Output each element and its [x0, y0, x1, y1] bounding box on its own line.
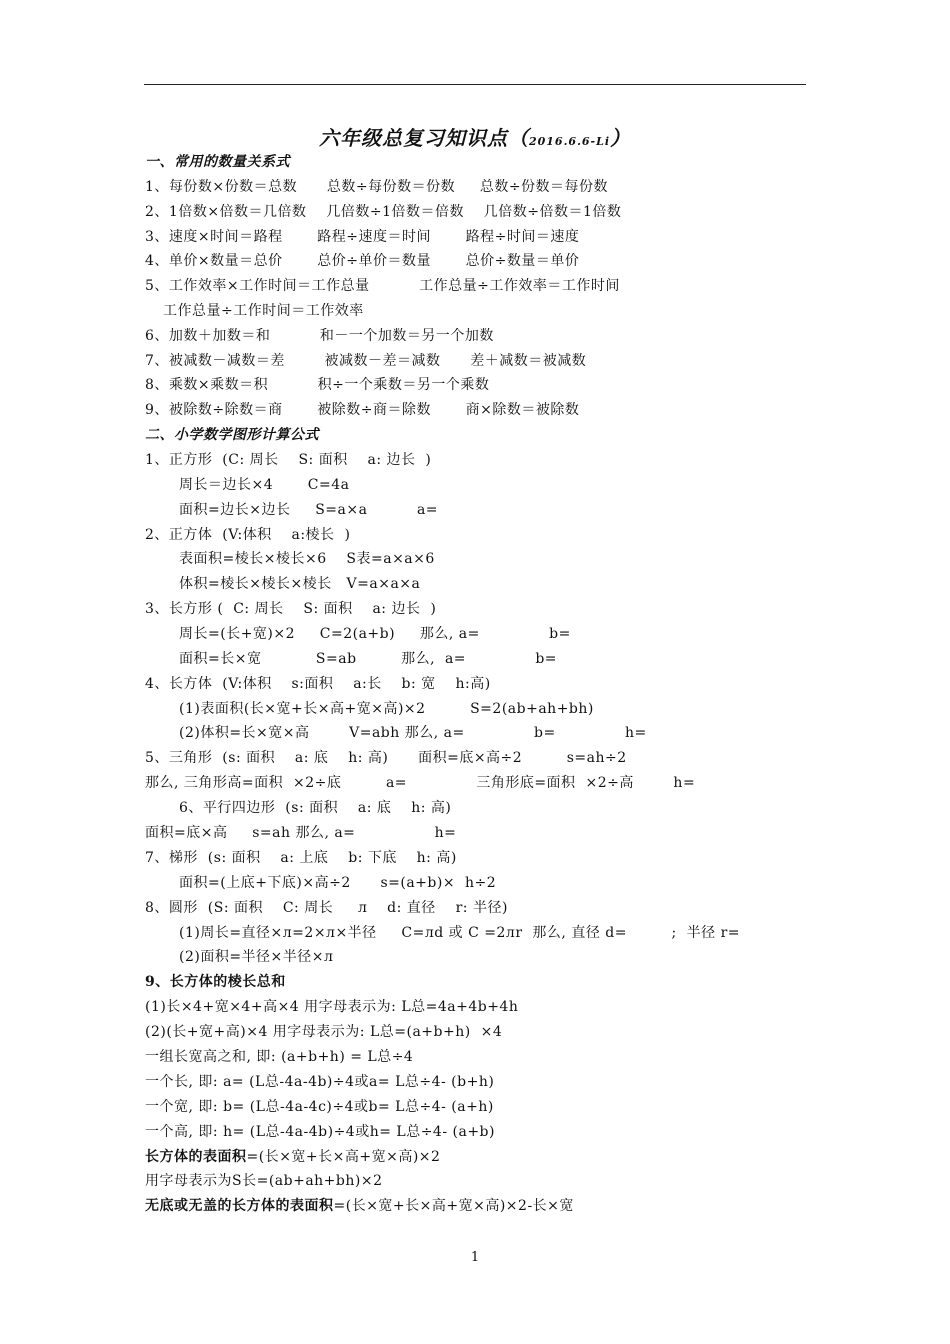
- line-text: 2、正方体 (V:体积 a:棱长 ): [145, 527, 351, 543]
- text-line: [145, 973, 286, 991]
- text-line: [179, 501, 438, 519]
- line-text: (1)周长=直径×л=2×л×半径 C=лd 或 C =2лr 那么, 直径 d= ; 半径 r=: [179, 925, 740, 941]
- text-line: [145, 252, 579, 270]
- text-line: [179, 550, 435, 568]
- text-line: [145, 899, 508, 917]
- line-text: 体积=棱长×棱长×棱长 V=a×a×a: [179, 576, 421, 592]
- bold-term: 长方体的表面积: [145, 1149, 247, 1165]
- line-text: =(长×宽+长×高+宽×高)×2: [246, 1149, 441, 1165]
- line-text: 6、加数＋加数＝和 和－一个加数＝另一个加数: [145, 328, 494, 344]
- header-rule: [144, 84, 806, 85]
- text-line: [145, 600, 436, 618]
- line-text: 6、平行四边形 (s: 面积 a: 底 h: 高): [179, 800, 452, 816]
- line-text: 周长=(长+宽)×2 C=2(a+b) 那么, a= b=: [179, 626, 571, 642]
- text-line: [145, 849, 457, 867]
- text-line: [179, 575, 420, 593]
- line-text: 8、圆形 (S: 面积 C: 周长 л d: 直径 r: 半径): [145, 900, 508, 916]
- line-text: 面积=长×宽 S=ab 那么, a= b=: [179, 651, 558, 667]
- text-line: [145, 401, 579, 419]
- text-line: [179, 874, 496, 892]
- line-text: 工作总量÷工作时间＝工作效率: [163, 303, 364, 319]
- text-line: [145, 1048, 413, 1066]
- text-line: [145, 376, 489, 394]
- text-line: [145, 153, 290, 171]
- text-line: [179, 650, 557, 668]
- text-line: [145, 1197, 574, 1215]
- line-text: 9、被除数÷除数＝商 被除数÷商＝除数 商×除数＝被除数: [145, 402, 580, 418]
- line-text: 9、长方体的棱长总和: [145, 974, 286, 990]
- line-text: 7、被减数－减数＝差 被减数－差＝减数 差＋减数＝被减数: [145, 353, 587, 369]
- title-date: 2016.6.6-Li: [528, 135, 611, 148]
- line-text: (1)表面积(长×宽+长×高+宽×高)×2 S=2(ab+ah+bh): [179, 701, 594, 717]
- text-line: [179, 625, 571, 643]
- line-text: (2)体积=长×宽×高 V=abh 那么, a= b= h=: [179, 725, 647, 741]
- line-text: 7、梯形 (s: 面积 a: 上底 b: 下底 h: 高): [145, 850, 457, 866]
- text-line: [163, 302, 364, 320]
- text-line: [145, 774, 695, 792]
- text-line: [145, 228, 579, 246]
- line-text: 一、常用的数量关系式: [145, 154, 290, 170]
- text-line: [145, 327, 494, 345]
- title-main: 六年级总复习知识点（: [318, 126, 529, 150]
- text-line: [145, 277, 620, 295]
- text-line: [145, 1073, 494, 1091]
- text-line: [179, 799, 451, 817]
- text-line: [179, 700, 594, 718]
- line-text: 4、单价×数量＝总价 总价÷单价＝数量 总价÷数量＝单价: [145, 253, 580, 269]
- line-text: 1、每份数×份数＝总数 总数÷每份数＝份数 总数÷份数＝每份数: [145, 179, 609, 195]
- text-line: [145, 178, 608, 196]
- line-text: 5、工作效率×工作时间＝工作总量 工作总量÷工作效率＝工作时间: [145, 278, 620, 294]
- line-text: 一个高, 即: h= (L总-4a-4b)÷4或h= L总÷4- (a+b): [145, 1124, 495, 1140]
- line-text: (2)(长+宽+高)×4 用字母表示为: L总=(a+b+h) ×4: [145, 1024, 503, 1040]
- line-text: 一组长宽高之和, 即: (a+b+h) = L总÷4: [145, 1049, 414, 1065]
- line-text: =(长×宽+长×高+宽×高)×2-长×宽: [333, 1198, 574, 1214]
- page-number: 1: [470, 1250, 480, 1265]
- text-line: [145, 1023, 502, 1041]
- text-line: [145, 526, 350, 544]
- text-line: [145, 1172, 383, 1190]
- line-text: 3、长方形 ( C: 周长 S: 面积 a: 边长 ): [145, 601, 437, 617]
- line-text: 面积=(上底+下底)×高÷2 s=(a+b)× h÷2: [179, 875, 497, 891]
- line-text: 周长＝边长×4 C=4a: [179, 477, 350, 493]
- line-text: 面积=底×高 s=ah 那么, a= h=: [145, 825, 457, 841]
- line-text: 用字母表示为S长=(ab+ah+bh)×2: [145, 1173, 383, 1189]
- line-text: 表面积=棱长×棱长×6 S表=a×a×6: [179, 551, 435, 567]
- line-text: 3、速度×时间＝路程 路程÷速度＝时间 路程÷时间＝速度: [145, 229, 580, 245]
- text-line: [145, 203, 621, 221]
- bold-term: 无底或无盖的长方体的表面积: [145, 1198, 334, 1214]
- line-text: 一个宽, 即: b= (L总-4a-4c)÷4或b= L总÷4- (a+h): [145, 1099, 494, 1115]
- line-text: 8、乘数×乘数＝积 积÷一个乘数＝另一个乘数: [145, 377, 490, 393]
- text-line: [145, 1148, 440, 1166]
- title-close: ）: [610, 126, 632, 150]
- line-text: 1、正方形 (C: 周长 S: 面积 a: 边长 ): [145, 452, 432, 468]
- line-text: 面积=边长×边长 S=a×a a=: [179, 502, 439, 518]
- text-line: [145, 749, 627, 767]
- text-line: [145, 1123, 495, 1141]
- line-text: (1)长×4+宽×4+高×4 用字母表示为: L总=4a+4b+4h: [145, 999, 519, 1015]
- text-line: [179, 476, 350, 494]
- text-line: [179, 724, 647, 742]
- line-text: 5、三角形 (s: 面积 a: 底 h: 高) 面积=底×高÷2 s=ah÷2: [145, 750, 627, 766]
- text-line: [145, 352, 586, 370]
- page-title: [0, 122, 950, 151]
- text-line: [145, 998, 518, 1016]
- line-text: 一个长, 即: a= (L总-4a-4b)÷4或a= L总÷4- (b+h): [145, 1074, 495, 1090]
- line-text: 4、长方体 (V:体积 s:面积 a:长 b: 宽 h:高): [145, 676, 491, 692]
- line-text: (2)面积=半径×半径×л: [179, 949, 334, 965]
- text-line: [145, 451, 431, 469]
- text-line: [179, 924, 740, 942]
- text-line: [179, 948, 333, 966]
- line-text: 2、1倍数×倍数＝几倍数 几倍数÷1倍数＝倍数 几倍数÷倍数＝1倍数: [145, 204, 622, 220]
- line-text: 二、小学数学图形计算公式: [145, 427, 319, 443]
- text-line: [145, 426, 319, 444]
- text-line: [145, 675, 491, 693]
- line-text: 那么, 三角形高=面积 ×2÷底 a= 三角形底=面积 ×2÷高 h=: [145, 775, 696, 791]
- text-line: [145, 824, 456, 842]
- text-line: [145, 1098, 494, 1116]
